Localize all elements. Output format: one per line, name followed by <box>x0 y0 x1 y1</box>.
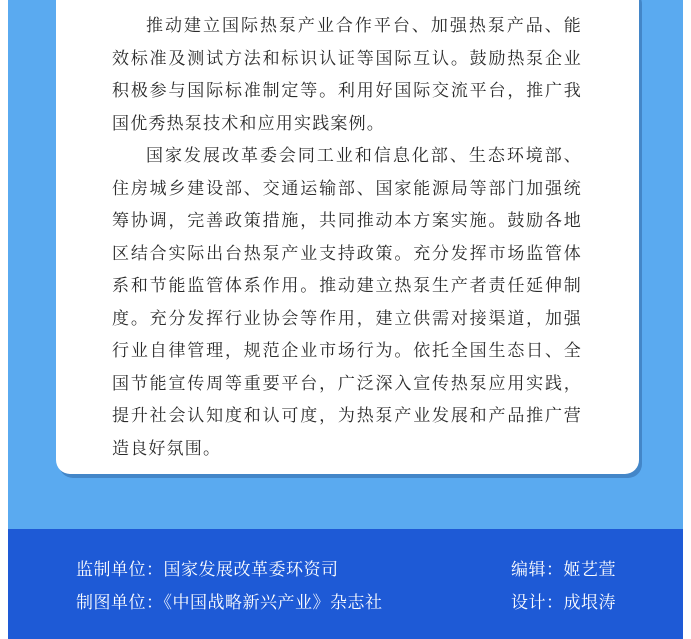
designer-value: 成垠涛 <box>563 593 616 613</box>
designer-label: 设计： <box>511 593 564 613</box>
editor-label: 编辑： <box>511 560 564 580</box>
editor-value: 姬艺萱 <box>563 560 616 580</box>
producer-value: 《中国战略新兴产业》杂志社 <box>163 593 383 613</box>
producer-label: 制图单位： <box>76 593 164 613</box>
supervisor-value: 国家发展改革委环资司 <box>163 560 339 580</box>
producer-credit <box>76 588 383 613</box>
credits-footer <box>8 529 683 639</box>
editor-credit <box>511 555 616 580</box>
article-text <box>112 10 582 465</box>
paragraph-international-cooperation: 推动建立国际热泵产业合作平台、加强热泵产品、能效标准及测试方法和标识认证等国际互认。鼓励热泵企业积极参与国际标准制定等。利用好国际交流平台，推广我国优秀热泵技术和应用实践案例。 <box>112 16 582 134</box>
content-card <box>56 0 639 474</box>
supervisor-credit <box>76 555 339 580</box>
designer-credit <box>511 588 616 613</box>
supervisor-label: 监制单位： <box>76 560 164 580</box>
paragraph-policy-coordination: 国家发展改革委会同工业和信息化部、生态环境部、住房城乡建设部、交通运输部、国家能源局等部门加强统筹协调，完善政策措施，共同推动本方案实施。鼓励各地区结合实际出台热泵产业支持政策。充分发挥市场监管体系和节能监管体系作用。推动建立热泵生产者责任延伸制度。充分发挥行业协会等作用，建立供需对接渠道，加强行业自律管理，规范企业市场行为。依托全国生态日、全国节能宣传周等重要平台，广泛深入宣传热泵应用实践，提升社会认知度和认可度，为热泵产业发展和产品推广营造良好氛围。 <box>112 146 582 459</box>
